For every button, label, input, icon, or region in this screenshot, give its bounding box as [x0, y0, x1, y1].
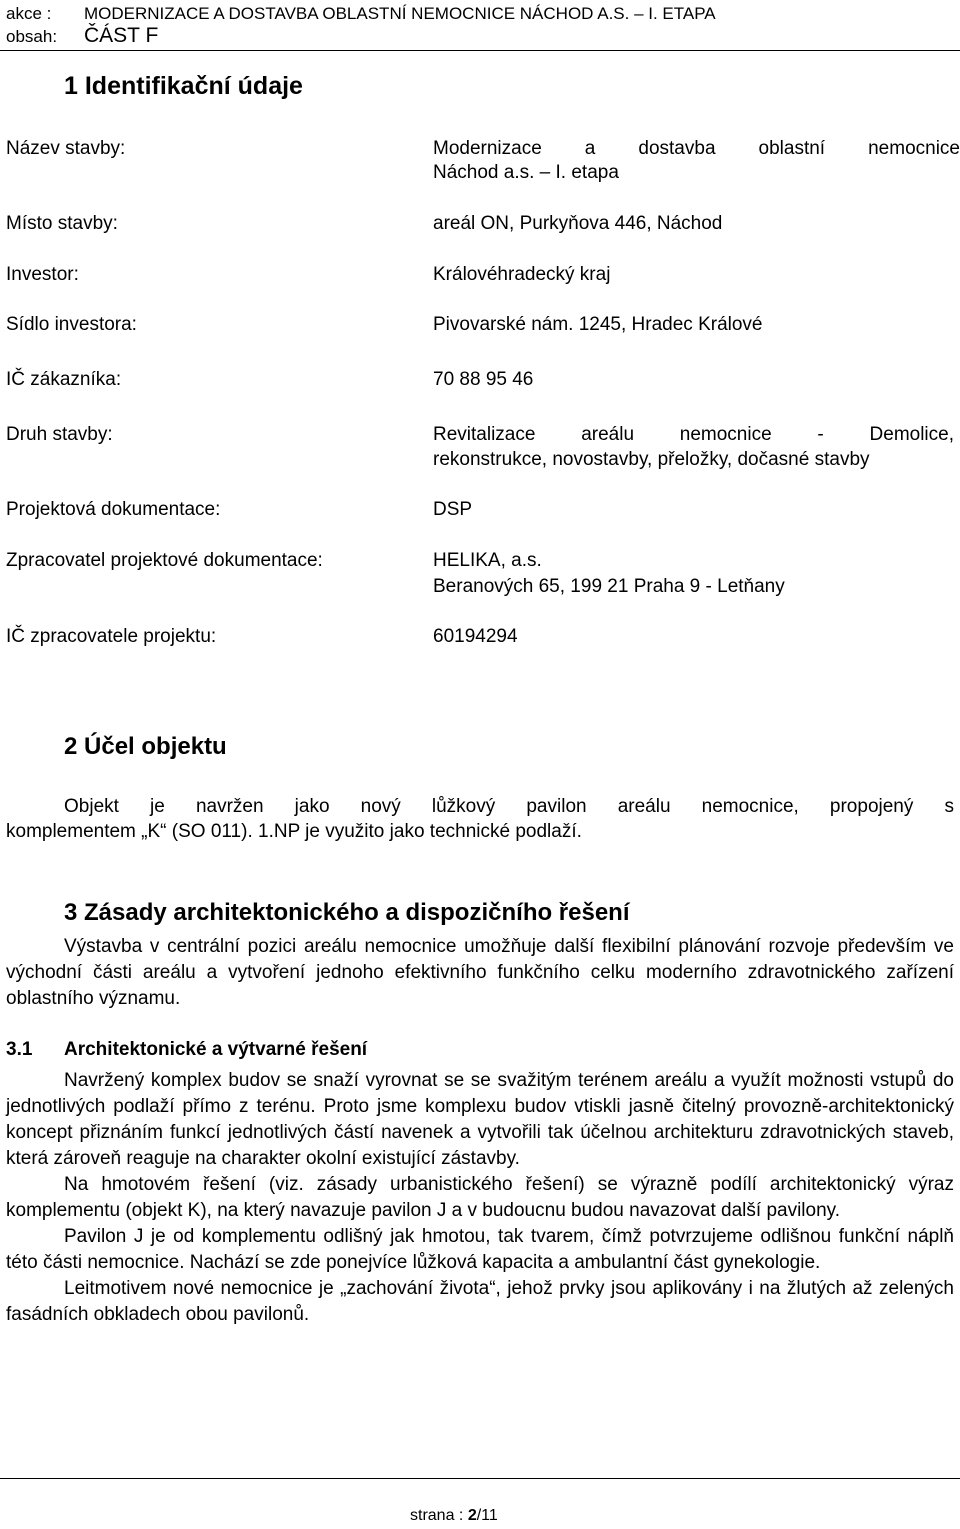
field-value: Královéhradecký kraj: [433, 264, 611, 285]
akce-label: akce :: [6, 4, 52, 23]
section2-title: 2 Účel objektu: [64, 733, 227, 760]
total-pages: /11: [476, 1507, 498, 1524]
obsah-value: ČÁST F: [84, 24, 159, 47]
field-value: Náchod a.s. – I. etapa: [433, 162, 619, 183]
field-value: Revitalizace areálu nemocnice - Demolice,: [433, 424, 954, 445]
section1-title: 1 Identifikační údaje: [64, 72, 303, 100]
field-label: IČ zpracovatele projektu:: [6, 626, 217, 647]
field-value: Modernizace a dostavba oblastní nemocnice: [433, 138, 960, 159]
akce-value: MODERNIZACE A DOSTAVBA OBLASTNÍ NEMOCNICE NÁCHOD A.S. – I. ETAPA: [84, 4, 716, 23]
field-label: IČ zákazníka:: [6, 369, 122, 390]
field-value: Beranových 65, 199 21 Praha 9 - Letňany: [433, 576, 785, 597]
section31-text: [6, 1068, 954, 1328]
footer-rule: [0, 1478, 960, 1479]
page-number: [410, 1507, 498, 1525]
section2-text: komplementem „K“ (SO 011). 1.NP je využito jako technické podlaží.: [6, 821, 582, 842]
field-label: Sídlo investora:: [6, 314, 137, 335]
field-value: rekonstrukce, novostavby, přeložky, dočasné stavby: [433, 449, 870, 470]
section3-title: 3 Zásady architektonického a dispozičního řešení: [64, 899, 630, 926]
current-page: 2: [467, 1507, 477, 1524]
field-label: Název stavby:: [6, 138, 126, 159]
field-value: 70 88 95 46: [433, 369, 534, 390]
paragraph: Leitmotivem nové nemocnice je „zachování života“, jehož prvky jsou aplikovány i na žlutých až zelených fasádních obkladech obou pavilonů.: [6, 1278, 954, 1325]
field-label: Investor:: [6, 264, 79, 285]
section31-number: 3.1: [6, 1039, 33, 1060]
page-label: strana :: [410, 1507, 468, 1524]
paragraph: Na hmotovém řešení (viz. zásady urbanistického řešení) se výrazně podílí architektonický výraz komplementu (objekt K), na který navazuje pavilon J a v budoucnu budou navazovat další pavilony.: [6, 1174, 954, 1221]
paragraph: Pavilon J je od komplementu odlišný jak hmotou, tak tvarem, čímž potvrzujeme odlišnou funkční náplň této části nemocnice. Nachází se zde ponejvíce lůžková kapacita a ambulantní část gynekologie.: [6, 1226, 954, 1273]
field-label: Druh stavby:: [6, 424, 113, 445]
field-value: 60194294: [433, 626, 518, 647]
section2-text: Objekt je navržen jako nový lůžkový pavilon areálu nemocnice, propojený s: [64, 796, 954, 817]
obsah-label: obsah:: [6, 27, 58, 46]
paragraph: Výstavba v centrální pozici areálu nemocnice umožňuje další flexibilní plánování rozvoje především ve východní části areálu a vytvoření jednoho efektivního funkčního celku moderního zdravotnického zařízení oblastního významu.: [6, 936, 954, 1009]
field-value: HELIKA, a.s.: [433, 550, 542, 571]
header-rule: [0, 50, 960, 51]
section31-title: Architektonické a výtvarné řešení: [64, 1039, 368, 1060]
field-value: Pivovarské nám. 1245, Hradec Králové: [433, 314, 763, 335]
field-value: areál ON, Purkyňova 446, Náchod: [433, 213, 723, 234]
field-value: DSP: [433, 499, 473, 520]
field-label: Místo stavby:: [6, 213, 118, 234]
section3-text: [6, 934, 954, 1012]
field-label: Zpracovatel projektové dokumentace:: [6, 550, 323, 571]
paragraph: Navržený komplex budov se snaží vyrovnat se se svažitým terénem areálu a využít možnosti vstupů do jednotlivých podlaží přímo z terénu. Proto jsme komplexu budov vtiskli jasně čitelný provozně-architektonický koncept přiznáním funkcí jednotlivých částí navenek a vytvořili tak účelnou architekturu zdravotnických staveb, která zároveň reaguje na charakter okolní existující zástavby.: [6, 1070, 954, 1169]
field-label: Projektová dokumentace:: [6, 499, 221, 520]
